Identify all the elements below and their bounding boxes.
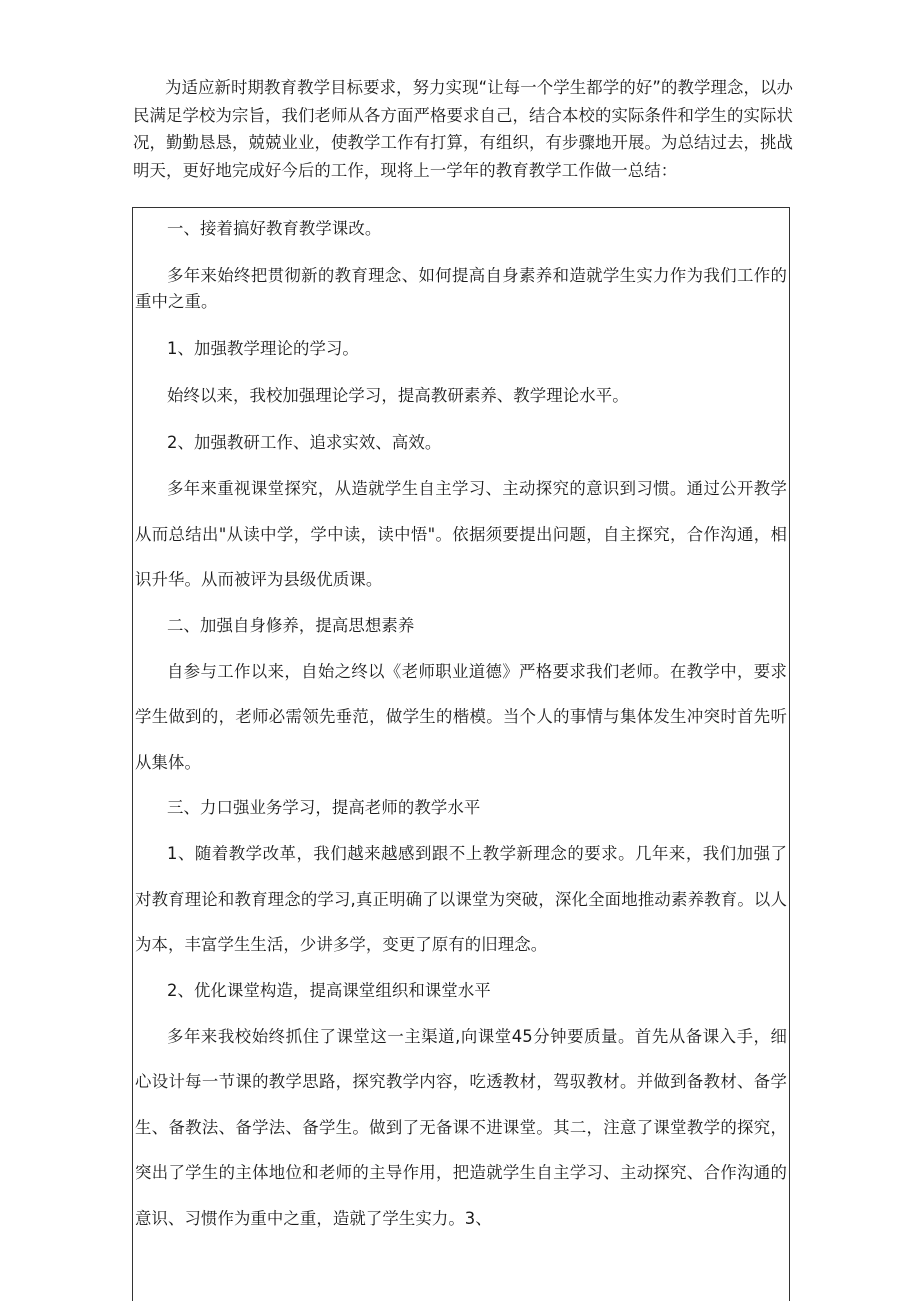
body-paragraph: 多年来重视课堂探究，从造就学生自主学习、主动探究的意识到习惯。通过公开教学从而总结出"从读中学，学中读，读中悟"。依据须要提出问题，自主探究，合作沟通，相识升华。从而被评为县级优质课。	[135, 479, 787, 589]
subheading-1-2: 2、加强教研工作、追求实效、高效。	[167, 433, 442, 452]
section-heading-3: 三、力口强业务学习，提高老师的教学水平	[167, 798, 481, 817]
body-paragraph: 自参与工作以来，自始之终以《老师职业道德》严格要求我们老师。在教学中，要求学生做到的，老师必需领先垂范，做学生的楷模。当个人的事情与集体发生冲突时首先听从集体。	[135, 661, 787, 772]
table-content	[135, 216, 787, 1241]
body-paragraph: 1、随着教学改革，我们越来越感到跟不上教学新理念的要求。几年来，我们加强了对教育理论和教育理念的学习,真正明确了以课堂为突破，深化全面地推动素养教育。以人为本，丰富学生生活，少讲多学，变更了原有的旧理念。	[135, 844, 787, 954]
section-heading-1: 一、接着搞好教育教学课改。	[167, 219, 382, 238]
intro-paragraph: 为适应新时期教育教学目标要求，努力实现“让每一个学生都学的好”的教学理念，以办民满足学校为宗旨，我们老师从各方面严格要求自己，结合本校的实际条件和学生的实际状况，勤勤恳恳，兢兢业业，使教学工作有打算，有组织，有步骤地开展。为总结过去，挑战明天，更好地完成好今后的工作，现将上一学年的教育教学工作做一总结：	[133, 78, 793, 180]
subheading-3-2: 2、优化课堂构造，提高课堂组织和课堂水平	[167, 980, 491, 1000]
subheading-1-1: 1、加强教学理论的学习。	[167, 339, 359, 358]
body-paragraph: 多年来始终把贯彻新的教育理念、如何提高自身素养和造就学生实力作为我们工作的重中之重。	[135, 266, 787, 311]
section-heading-2: 二、加强自身修养，提高思想素养	[167, 615, 415, 635]
body-paragraph: 始终以来，我校加强理论学习，提高教研素养、教学理论水平。	[167, 386, 629, 405]
body-paragraph: 多年来我校始终抓住了课堂这一主渠道,向课堂45分钟要质量。首先从备课入手，细心设计每一节课的教学思路，探究教学内容，吃透教材，驾驭教材。并做到备教材、备学生、备教法、备学法、备学生。做到了无备课不进课堂。其二，注意了课堂教学的探究，突出了学生的主体地位和老师的主导作用，把造就学生自主学习、主动探究、合作沟通的意识、习惯作为重中之重，造就了学生实力。3、	[135, 1026, 787, 1228]
